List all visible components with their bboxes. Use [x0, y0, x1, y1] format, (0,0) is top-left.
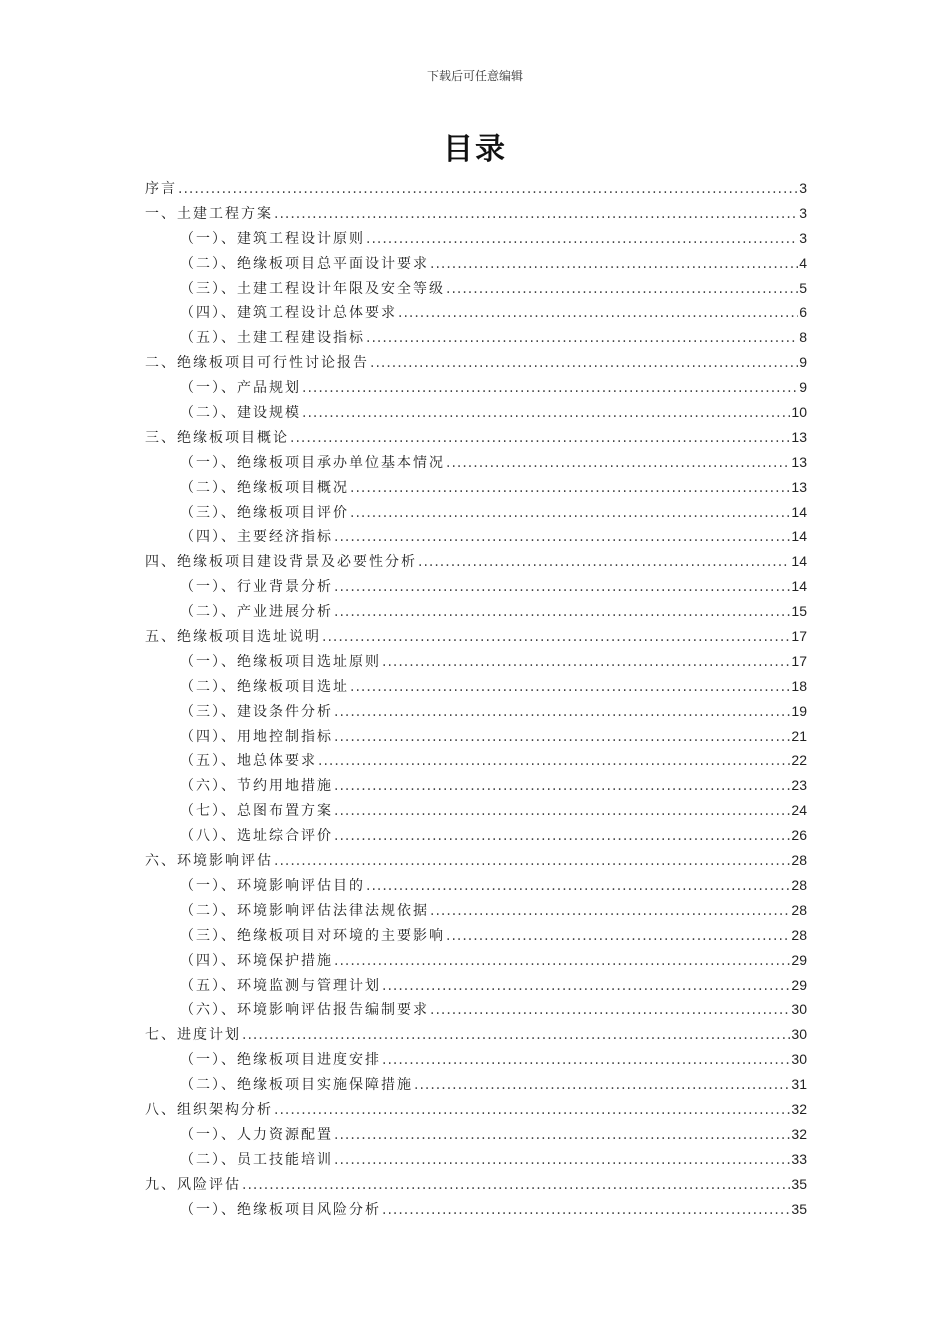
toc-page-number: 13	[791, 478, 807, 495]
toc-entry-label: （七）、总图布置方案	[180, 803, 333, 820]
toc-entry-label: （四）、主要经济指标	[180, 529, 333, 546]
toc-dot-leader	[350, 476, 790, 501]
toc-page-number: 28	[791, 876, 807, 893]
toc-entry[interactable]	[145, 823, 807, 848]
toc-dot-leader	[274, 202, 798, 227]
toc-page-number: 28	[791, 926, 807, 943]
toc-entry-label: 序言	[145, 181, 177, 197]
toc-dot-leader	[430, 899, 790, 924]
toc-entry[interactable]	[145, 1147, 807, 1172]
toc-dot-leader	[370, 351, 798, 376]
toc-entry[interactable]	[145, 624, 807, 649]
toc-entry[interactable]	[145, 674, 807, 699]
toc-page-number: 18	[791, 677, 807, 694]
toc-entry[interactable]	[145, 724, 807, 749]
toc-entry-label: （二）、绝缘板项目概况	[180, 479, 349, 496]
toc-page-number: 6	[799, 304, 807, 321]
toc-dot-leader	[430, 252, 798, 277]
toc-dot-leader	[334, 774, 790, 799]
toc-dot-leader	[366, 874, 790, 899]
toc-entry[interactable]	[145, 923, 807, 948]
toc-dot-leader	[350, 501, 790, 526]
toc-entry[interactable]	[145, 574, 807, 599]
toc-entry[interactable]	[145, 400, 807, 425]
toc-dot-leader	[334, 525, 790, 550]
toc-dot-leader	[334, 725, 790, 750]
toc-page-number: 3	[799, 204, 807, 221]
toc-entry-label: （三）、绝缘板项目对环境的主要影响	[180, 927, 445, 944]
toc-entry-label: （一）、绝缘板项目承办单位基本情况	[180, 454, 445, 471]
toc-entry[interactable]	[145, 251, 807, 276]
toc-dot-leader	[242, 1023, 790, 1048]
toc-entry-label: （二）、员工技能培训	[180, 1151, 333, 1168]
toc-entry-label: （二）、绝缘板项目实施保障措施	[180, 1077, 413, 1094]
toc-entry[interactable]	[145, 599, 807, 624]
toc-entry-label: （四）、用地控制指标	[180, 728, 333, 745]
toc-entry-label: （一）、环境影响评估目的	[180, 877, 365, 894]
toc-entry-label: 五、绝缘板项目选址说明	[145, 629, 321, 646]
toc-dot-leader	[430, 998, 790, 1023]
toc-page-number: 32	[791, 1125, 807, 1142]
toc-dot-leader	[446, 924, 790, 949]
toc-dot-leader	[274, 1098, 790, 1123]
toc-entry[interactable]	[145, 1097, 807, 1122]
toc-entry-label: 六、环境影响评估	[145, 853, 273, 870]
toc-dot-leader	[334, 700, 790, 725]
toc-entry[interactable]	[145, 325, 807, 350]
toc-dot-leader	[366, 326, 798, 351]
toc-dot-leader	[398, 301, 798, 326]
toc-entry-label: （一）、绝缘板项目风险分析	[180, 1201, 381, 1218]
toc-dot-leader	[382, 974, 790, 999]
toc-page-number: 9	[799, 379, 807, 396]
toc-page-number: 8	[799, 329, 807, 346]
toc-page-number: 33	[791, 1150, 807, 1167]
toc-entry[interactable]	[145, 699, 807, 724]
toc-dot-leader	[302, 401, 790, 426]
toc-entry[interactable]	[145, 649, 807, 674]
toc-entry-label: （一）、行业背景分析	[180, 579, 333, 596]
toc-dot-leader	[382, 1048, 790, 1073]
toc-entry-label: 二、绝缘板项目可行性讨论报告	[145, 355, 369, 372]
toc-entry[interactable]	[145, 1172, 807, 1197]
toc-entry[interactable]	[145, 973, 807, 998]
toc-page-number: 19	[791, 702, 807, 719]
toc-dot-leader	[318, 749, 790, 774]
toc-dot-leader	[334, 1148, 790, 1173]
toc-entry[interactable]	[145, 1047, 807, 1072]
toc-entry-label: 一、土建工程方案	[145, 205, 273, 222]
toc-page-number: 23	[791, 777, 807, 794]
toc-page-number: 22	[791, 752, 807, 769]
toc-page-number: 13	[791, 453, 807, 470]
toc-entry[interactable]	[145, 1072, 807, 1097]
table-of-contents	[145, 176, 807, 1221]
toc-page-number: 32	[791, 1100, 807, 1117]
toc-entry[interactable]	[145, 948, 807, 973]
toc-entry[interactable]	[145, 524, 807, 549]
toc-dot-leader	[302, 376, 798, 401]
toc-entry[interactable]	[145, 425, 807, 450]
toc-entry-label: （二）、绝缘板项目总平面设计要求	[180, 255, 429, 272]
toc-entry-label: 九、风险评估	[145, 1176, 241, 1193]
toc-page-number: 9	[799, 354, 807, 371]
toc-entry[interactable]	[145, 848, 807, 873]
toc-entry-label: （二）、建设规模	[180, 405, 301, 422]
toc-page-number: 28	[791, 901, 807, 918]
toc-entry[interactable]	[145, 1022, 807, 1047]
toc-entry-label: （二）、环境影响评估法律法规依据	[180, 902, 429, 919]
toc-page-number: 17	[791, 652, 807, 669]
toc-page-number: 30	[791, 1051, 807, 1068]
toc-entry[interactable]	[145, 450, 807, 475]
toc-page-number: 28	[791, 852, 807, 869]
toc-title: 目录	[443, 132, 507, 167]
header-note: 下载后可任意编辑	[426, 69, 523, 83]
toc-entry-label: （二）、绝缘板项目选址	[180, 678, 349, 695]
toc-dot-leader	[334, 600, 790, 625]
toc-entry-label: （三）、建设条件分析	[180, 703, 333, 720]
toc-entry[interactable]	[145, 300, 807, 325]
toc-page-number: 30	[791, 1026, 807, 1043]
toc-entry[interactable]	[145, 375, 807, 400]
toc-entry-label: 八、组织架构分析	[145, 1101, 273, 1118]
toc-dot-leader	[366, 227, 798, 252]
toc-dot-leader	[290, 426, 790, 451]
toc-page-number: 3	[799, 229, 807, 246]
toc-entry-label: （一）、绝缘板项目进度安排	[180, 1052, 381, 1069]
toc-entry-label: 七、进度计划	[145, 1027, 241, 1044]
toc-entry-label: （三）、土建工程设计年限及安全等级	[180, 280, 445, 297]
toc-entry[interactable]	[145, 873, 807, 898]
toc-entry[interactable]	[145, 176, 807, 201]
toc-dot-leader	[178, 177, 798, 202]
toc-entry[interactable]	[145, 997, 807, 1022]
toc-page-number: 5	[799, 279, 807, 296]
toc-entry-label: 四、绝缘板项目建设背景及必要性分析	[145, 554, 417, 571]
toc-entry[interactable]	[145, 898, 807, 923]
toc-entry-label: （三）、绝缘板项目评价	[180, 504, 349, 521]
toc-entry-label: （二）、产业进展分析	[180, 604, 333, 621]
toc-page-number: 21	[791, 727, 807, 744]
toc-entry-label: （五）、环境监测与管理计划	[180, 977, 381, 994]
toc-dot-leader	[382, 1198, 790, 1223]
toc-entry[interactable]	[145, 500, 807, 525]
toc-entry-label: （一）、建筑工程设计原则	[180, 230, 365, 247]
toc-entry[interactable]	[145, 1197, 807, 1222]
toc-page-number: 3	[799, 180, 807, 196]
toc-page-number: 29	[791, 976, 807, 993]
toc-dot-leader	[382, 650, 790, 675]
toc-dot-leader	[418, 550, 790, 575]
toc-entry[interactable]	[145, 276, 807, 301]
toc-entry-label: （一）、产品规划	[180, 380, 301, 397]
toc-dot-leader	[446, 451, 790, 476]
toc-entry[interactable]	[145, 475, 807, 500]
toc-dot-leader	[334, 799, 790, 824]
toc-page-number: 35	[791, 1200, 807, 1217]
toc-page-number: 14	[791, 503, 807, 520]
toc-page-number: 29	[791, 951, 807, 968]
toc-entry-label: （六）、环境影响评估报告编制要求	[180, 1002, 429, 1019]
toc-page-number: 24	[791, 802, 807, 819]
toc-dot-leader	[242, 1173, 790, 1198]
toc-page-number: 14	[791, 553, 807, 570]
toc-entry-label: （一）、人力资源配置	[180, 1126, 333, 1143]
toc-entry[interactable]	[145, 748, 807, 773]
toc-page-number: 35	[791, 1175, 807, 1192]
toc-page-number: 14	[791, 528, 807, 545]
toc-dot-leader	[322, 625, 790, 650]
toc-entry-label: （五）、地总体要求	[180, 753, 317, 770]
toc-page-number: 30	[791, 1001, 807, 1018]
toc-entry[interactable]	[145, 226, 807, 251]
toc-entry-label: （八）、选址综合评价	[180, 828, 333, 845]
toc-page-number: 10	[791, 404, 807, 421]
toc-page-number: 14	[791, 578, 807, 595]
toc-dot-leader	[350, 675, 790, 700]
toc-entry[interactable]	[145, 773, 807, 798]
toc-dot-leader	[334, 575, 790, 600]
toc-page-number: 17	[791, 628, 807, 645]
toc-dot-leader	[334, 1123, 790, 1148]
toc-entry-label: （五）、土建工程建设指标	[180, 330, 365, 347]
toc-entry-label: （四）、建筑工程设计总体要求	[180, 305, 397, 322]
toc-dot-leader	[414, 1073, 790, 1098]
toc-page-number: 13	[791, 428, 807, 445]
toc-entry[interactable]	[145, 798, 807, 823]
toc-dot-leader	[334, 949, 790, 974]
toc-entry-label: （一）、绝缘板项目选址原则	[180, 653, 381, 670]
toc-entry[interactable]	[145, 1122, 807, 1147]
toc-entry-label: （四）、环境保护措施	[180, 952, 333, 969]
toc-entry[interactable]	[145, 549, 807, 574]
toc-dot-leader	[446, 277, 798, 302]
toc-page-number: 15	[791, 603, 807, 620]
toc-page-number: 4	[799, 254, 807, 271]
toc-dot-leader	[274, 849, 790, 874]
toc-page-number: 31	[791, 1076, 807, 1093]
toc-page-number: 26	[791, 827, 807, 844]
toc-entry[interactable]	[145, 201, 807, 226]
toc-entry[interactable]	[145, 350, 807, 375]
toc-dot-leader	[334, 824, 790, 849]
toc-entry-label: （六）、节约用地措施	[180, 778, 333, 795]
toc-entry-label: 三、绝缘板项目概论	[145, 429, 289, 446]
